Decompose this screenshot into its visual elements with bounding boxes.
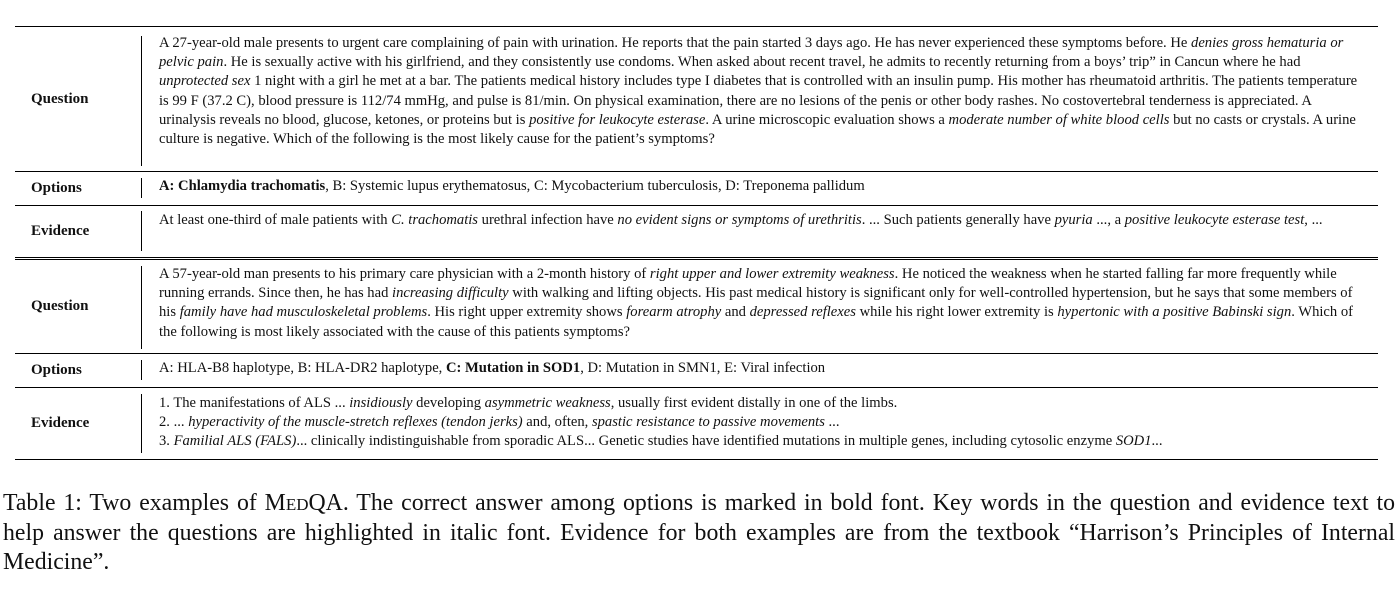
ex2-options-row: [15, 354, 1378, 388]
correct-answer: C: Mutation in SOD1: [445, 360, 581, 376]
text-run: . His right upper extremity shows: [427, 304, 627, 321]
text-run: ..., a: [1092, 212, 1125, 228]
highlight-keyword: denies gross hematuria or pelvic pain: [159, 35, 1344, 71]
text-run: ... clinically indistinguishable from sporadic ALS... Genetic studies have identified mutations in multiple genes, including cytosolic enzyme: [296, 433, 1116, 450]
evidence-label: Evidence: [31, 223, 90, 239]
text-run: 3.: [159, 433, 174, 450]
highlight-keyword: hypertonic with a positive Babinski sign: [1057, 304, 1292, 321]
dataset-name: MedQA: [264, 490, 343, 516]
caption-text: Table 1: Two examples of: [3, 490, 265, 516]
correct-answer: A: Chlamydia trachomatis: [159, 178, 326, 194]
ex1-evidence-row: [15, 206, 1378, 260]
highlight-keyword: insidiously: [349, 395, 413, 411]
question-label: Question: [31, 90, 89, 107]
text-run: urethral infection have: [478, 212, 618, 228]
highlight-keyword: SOD1: [1115, 433, 1152, 450]
ex2-question-text: [142, 260, 1378, 342]
text-run: At least one-third of male patients with: [159, 212, 392, 228]
text-run: . ... Such patients generally have: [861, 212, 1055, 228]
highlight-keyword: increasing difficulty: [392, 285, 509, 302]
highlight-keyword: asymmetric weakness: [484, 395, 611, 411]
text-run: . Which of the following is most likely associated with the cause of this patients symptoms?: [159, 304, 1354, 340]
text-run: . He noticed the weakness when he started falling far more frequently while running errands. Since then, he has had: [159, 266, 1337, 302]
highlight-keyword: depressed reflexes: [749, 304, 856, 321]
ex2-options-text: [142, 354, 1378, 378]
text-run: but no casts or crystals. A urine culture is negative. Which of the following is the most likely cause for the patient’s symptoms?: [159, 111, 1356, 148]
caption-text: . The correct answer among options is marked in bold font. Key words in the question and evidence text to help answer the questions are highlighted in italic font. Evidence for both examples are from the textbook “Harrison’s Principles of Internal Medicine”.: [3, 490, 1395, 575]
highlight-keyword: Familial ALS (FALS): [173, 433, 297, 450]
highlight-keyword: C. trachomatis: [391, 212, 478, 228]
highlight-keyword: hyperactivity of the muscle-stretch reflexes (tendon jerks): [188, 414, 523, 431]
text-run: with walking and lifting objects. His past medical history is significant only for well-controlled hypertension, but he says that some members of his: [159, 285, 1353, 321]
highlight-keyword: right upper and lower extremity weakness: [649, 266, 895, 282]
text-run: A 27-year-old male presents to urgent care complaining of pain with urination. He reports that the pain started 3 days ago. He has never experienced these symptoms before. He: [159, 35, 1192, 51]
text-run: A: HLA-B8 haplotype, B: HLA-DR2 haplotype,: [159, 360, 446, 376]
text-run: 1. The manifestations of ALS ...: [159, 395, 350, 411]
evidence-label: Evidence: [31, 415, 90, 431]
options-label: Options: [31, 362, 82, 378]
ex2-evidence-row: [15, 388, 1378, 460]
text-run: , ...: [1304, 212, 1323, 228]
highlight-keyword: pyuria: [1054, 212, 1093, 228]
highlight-keyword: positive leukocyte esterase test: [1124, 212, 1305, 228]
ex1-question-row: [15, 26, 1378, 172]
text-run: . He is sexually active with his girlfriend, and they consistently use condoms. When asked about recent travel, he admits to recently returning from a boys’ trip” in Cancun where he had: [223, 54, 1301, 71]
options-label: Options: [31, 180, 82, 196]
highlight-keyword: unprotected sex: [159, 73, 251, 90]
highlight-keyword: positive for leukocyte esterase: [529, 111, 706, 128]
evidence-line-2: [159, 413, 1366, 432]
text-run: and, often,: [522, 414, 592, 431]
evidence-line-3: [159, 432, 1366, 451]
highlight-keyword: family have had musculoskeletal problems: [179, 304, 428, 321]
ex1-evidence-text: [142, 206, 1378, 230]
text-run: , D: Mutation in SMN1, E: Viral infection: [580, 360, 826, 376]
table-caption: [3, 489, 1395, 578]
text-run: , usually first evident distally in one of the limbs.: [610, 395, 898, 411]
text-run: ...: [824, 414, 840, 431]
evidence-line-1: [159, 394, 1366, 413]
text-run: while his right lower extremity is: [855, 304, 1058, 321]
text-run: . A urine microscopic evaluation shows a: [705, 111, 949, 128]
ex1-options-text: [142, 172, 1378, 196]
text-run: 1 night with a girl he met at a bar. The patients medical history includes type I diabetes that is controlled with an insulin pump. His mother has rheumatoid arthritis. The patients temperature is 99 F (37.2 C), blood pressure is 112/74 mmHg, and pulse is 81/min. On physical examination, there are no lesions of the penis or other body rashes. No costovertebral tenderness is appreciated. A urinalysis reveals no blood, glucose, ketones, or proteins but is: [159, 73, 1358, 128]
text-run: and: [721, 304, 750, 321]
ex2-question-row: [15, 260, 1378, 354]
highlight-keyword: moderate number of white blood cells: [948, 111, 1170, 128]
question-label: Question: [31, 298, 89, 314]
examples-table: [15, 26, 1378, 460]
ex1-options-row: [15, 172, 1378, 206]
text-run: 2. ...: [159, 414, 189, 431]
text-run: , B: Systemic lupus erythematosus, C: Mycobacterium tuberculosis, D: Treponema pallidum: [325, 178, 865, 194]
highlight-keyword: forearm atrophy: [626, 304, 722, 321]
text-run: A 57-year-old man presents to his primary care physician with a 2-month history of: [159, 266, 650, 282]
ex1-question-text: [142, 27, 1378, 149]
ex2-evidence-text: [142, 388, 1378, 452]
highlight-keyword: spastic resistance to passive movements: [591, 414, 825, 431]
text-run: ...: [1151, 433, 1163, 450]
text-run: developing: [412, 395, 485, 411]
highlight-keyword: no evident signs or symptoms of urethritis: [617, 212, 862, 228]
